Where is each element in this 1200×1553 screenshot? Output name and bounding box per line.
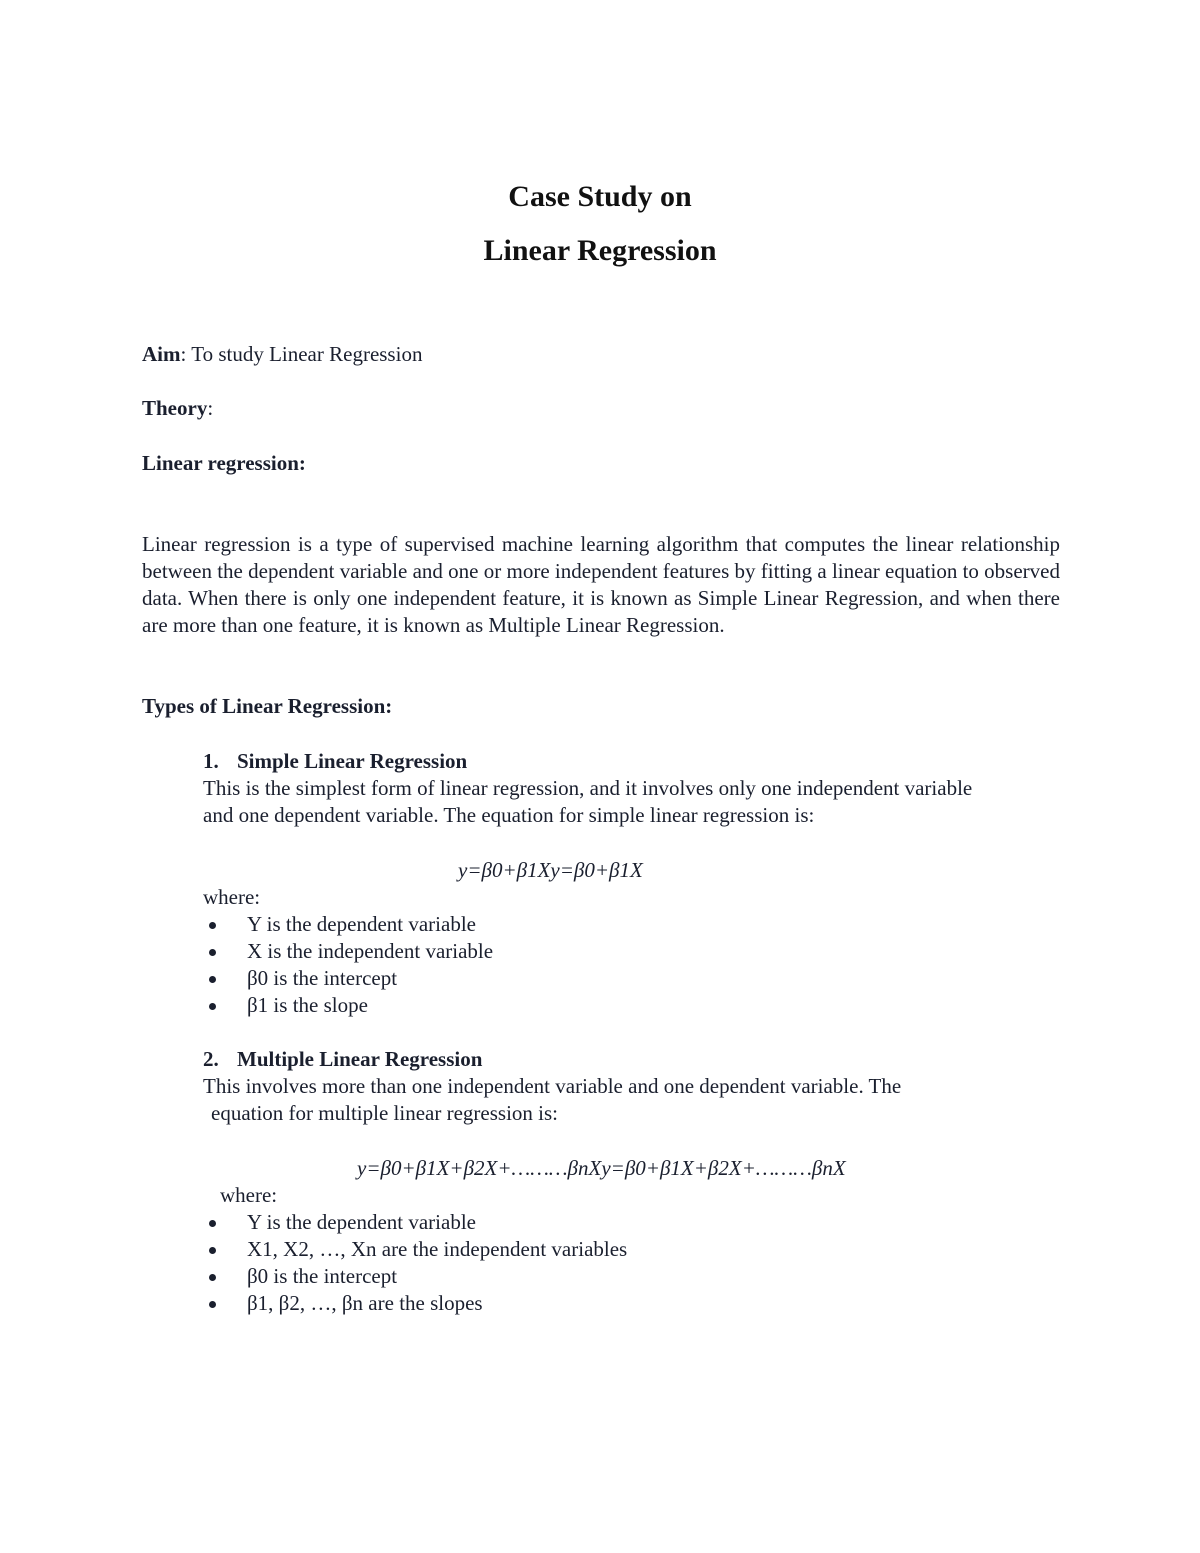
bullet-icon — [209, 1003, 216, 1010]
document-title-line-1: Case Study on — [508, 180, 692, 213]
list-item-text: β0 is the intercept — [247, 966, 398, 990]
document-title-line-2: Linear Regression — [483, 234, 717, 267]
list-item-text: X1, X2, …, Xn are the independent variables — [247, 1237, 628, 1261]
list-item-text: X is the independent variable — [247, 939, 494, 963]
list-item — [203, 992, 493, 1019]
simple-variables-list — [203, 911, 493, 1019]
multiple-linear-regression-description — [203, 1073, 1003, 1127]
simple-linear-regression-description: This is the simplest form of linear regression, and it involves only one independent variable and one dependent variable. The equation for simple linear regression is: — [203, 776, 973, 827]
bullet-icon — [209, 1274, 216, 1281]
list-item-text: β1 is the slope — [247, 993, 368, 1017]
bullet-icon — [209, 1301, 216, 1308]
aim-line — [142, 341, 422, 368]
types-heading: Types of Linear Regression: — [142, 694, 393, 718]
list-item — [203, 1290, 627, 1317]
simple-where-label: where: — [203, 885, 261, 909]
bullet-icon — [209, 1220, 216, 1227]
list-item — [203, 1263, 627, 1290]
theory-colon: : — [207, 396, 214, 420]
list-item — [203, 1209, 627, 1236]
section-title: Simple Linear Regression — [237, 749, 468, 773]
section-number: 2. — [203, 1047, 219, 1071]
list-item-text: Y is the dependent variable — [247, 912, 476, 936]
list-item — [203, 1236, 627, 1263]
description-line-1: This involves more than one independent variable and one dependent variable. The — [203, 1074, 902, 1098]
bullet-icon — [209, 976, 216, 983]
simple-regression-equation: y=β0+β1Xy=β0+β1X — [458, 858, 643, 882]
section-number: 1. — [203, 749, 219, 773]
section-title: Multiple Linear Regression — [237, 1047, 483, 1071]
bullet-icon — [209, 922, 216, 929]
bullet-icon — [209, 1247, 216, 1254]
theory-label: Theory — [142, 396, 208, 420]
multiple-regression-equation: y=β0+β1X+β2X+………βnXy=β0+β1X+β2X+………βnX — [357, 1156, 846, 1180]
list-item — [203, 965, 493, 992]
list-item — [203, 938, 493, 965]
list-item-text: β0 is the intercept — [247, 1264, 398, 1288]
multiple-where-label: where: — [220, 1183, 278, 1207]
aim-text: : To study Linear Regression — [180, 342, 423, 366]
multiple-variables-list — [203, 1209, 627, 1317]
theory-line — [142, 395, 213, 422]
aim-label: Aim — [142, 342, 181, 366]
linear-regression-heading: Linear regression: — [142, 451, 306, 475]
description-line-2: equation for multiple linear regression is: — [211, 1101, 558, 1125]
list-item — [203, 911, 493, 938]
bullet-icon — [209, 949, 216, 956]
multiple-linear-regression-heading — [203, 1046, 482, 1073]
simple-linear-regression-heading — [203, 748, 467, 775]
linear-regression-paragraph: Linear regression is a type of supervised machine learning algorithm that computes the linear relationship between the dependent variable and one or more independent features by fitting a linear equation to observed data. When there is only one independent feature, it is known as Simple Linear Regression, and when there are more than one feature, it is known as Multiple Linear Regression. — [142, 532, 1060, 637]
list-item-text: β1, β2, …, βn are the slopes — [247, 1291, 483, 1315]
list-item-text: Y is the dependent variable — [247, 1210, 476, 1234]
